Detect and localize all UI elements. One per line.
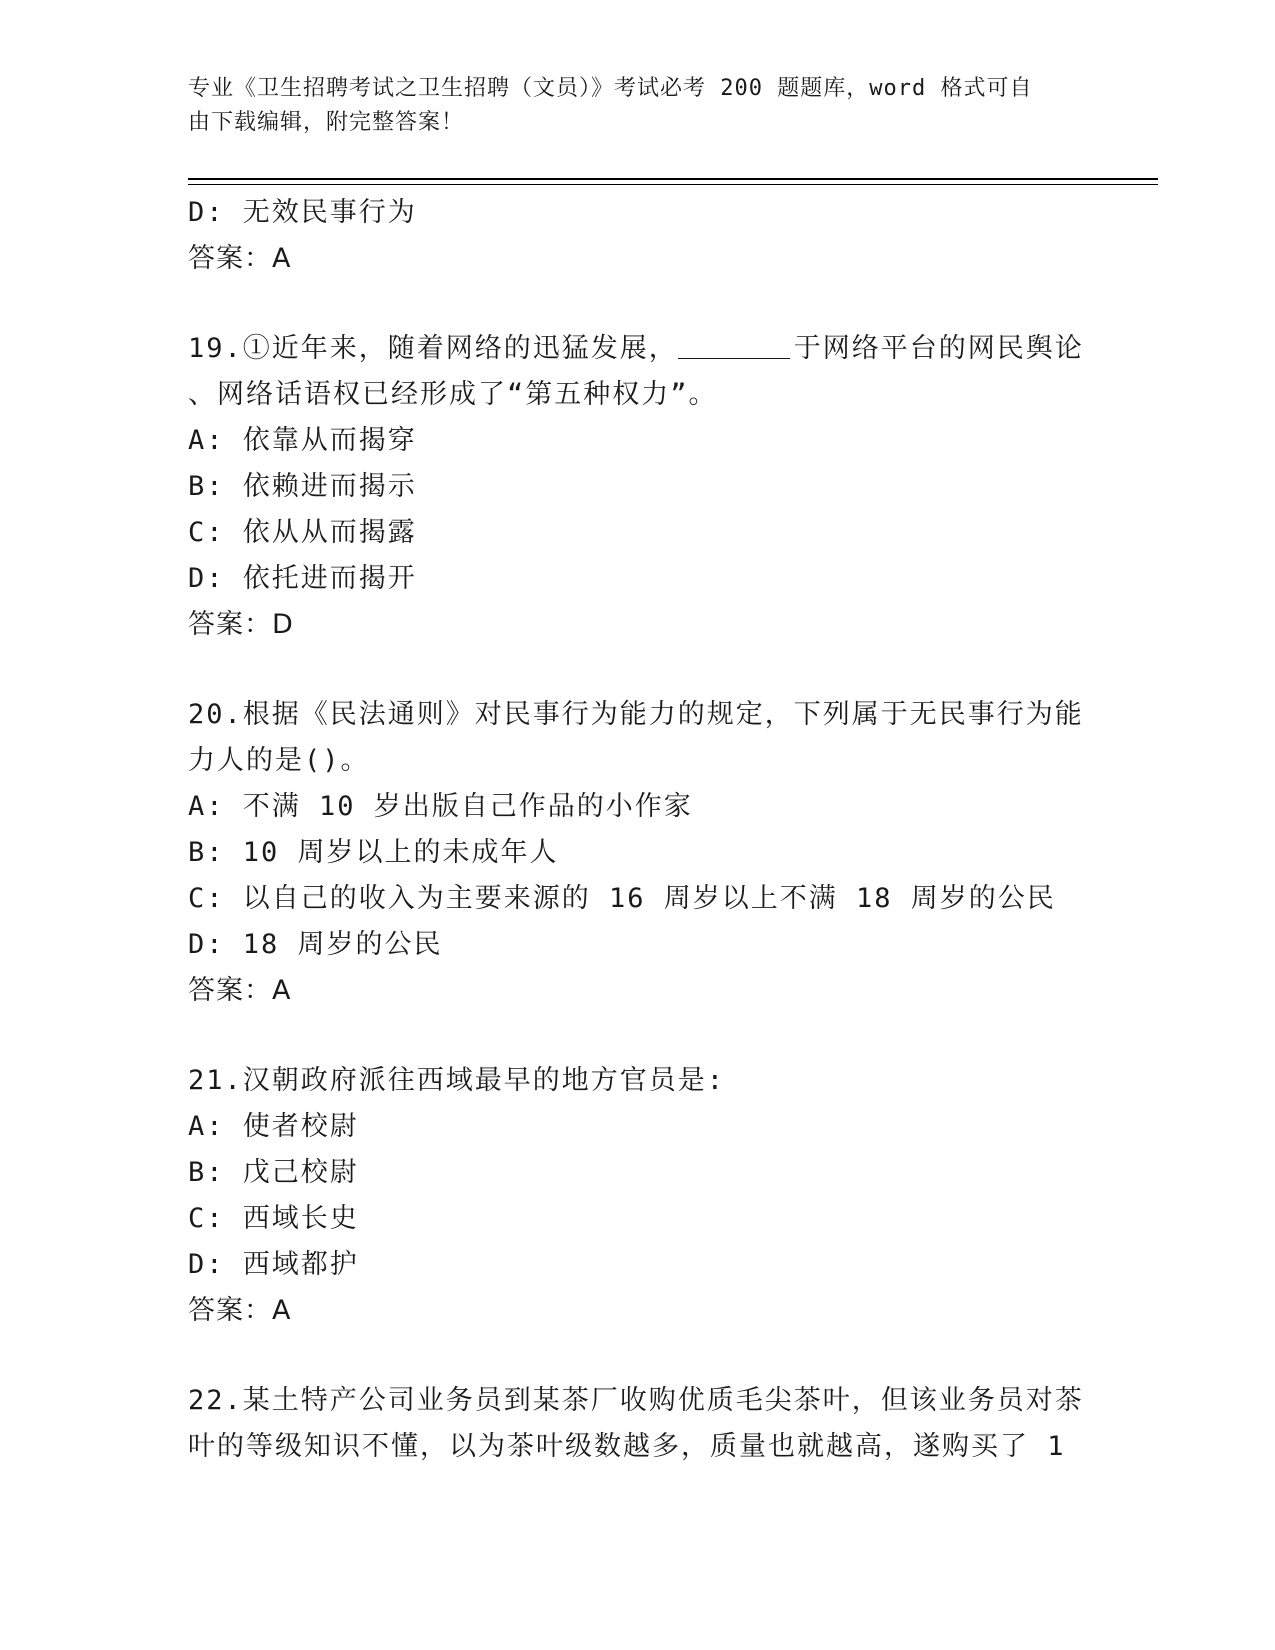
document-header <box>188 72 1068 140</box>
spacer <box>188 1014 1088 1058</box>
q21-option-d: D: 西域都护 <box>188 1249 359 1280</box>
q21-stem-line-1: 21.汉朝政府派往西域最早的地方官员是: <box>188 1065 726 1096</box>
q21-option-b: B: 戊己校尉 <box>188 1157 359 1188</box>
prev-option-d: D: 无效民事行为 <box>188 197 417 228</box>
document-body <box>188 190 1088 1470</box>
q19-stem-part-a: 19.①近年来，随着网络的迅猛发展， <box>188 333 678 364</box>
q19-answer: 答案：D <box>188 609 294 640</box>
header-line-1: 专业《卫生招聘考试之卫生招聘（文员）》考试必考 200 题题库，word 格式可自 <box>188 76 1033 101</box>
spacer <box>188 282 1088 326</box>
q19-option-d: D: 依托进而揭开 <box>188 563 417 594</box>
q20-option-a: A: 不满 10 岁出版自己作品的小作家 <box>188 791 693 822</box>
spacer <box>188 1334 1088 1378</box>
q20-stem-line-1: 20.根据《民法通则》对民事行为能力的规定，下列属于无民事行为能 <box>188 699 1084 730</box>
header-line-2: 由下载编辑，附完整答案！ <box>188 110 465 135</box>
q19-fill-blank <box>678 332 790 359</box>
q20-stem-line-2: 力人的是()。 <box>188 745 370 776</box>
q20-option-d: D: 18 周岁的公民 <box>188 929 443 960</box>
q19-stem-line-1 <box>188 326 1088 372</box>
q20-option-c: C: 以自己的收入为主要来源的 16 周岁以上不满 18 周岁的公民 <box>188 883 1056 914</box>
header-divider-thick <box>188 178 1158 180</box>
q19-option-c: C: 依从从而揭露 <box>188 517 417 548</box>
q21-answer: 答案：A <box>188 1295 292 1326</box>
q19-stem-line-2: 、网络话语权已经形成了“第五种权力”。 <box>188 379 718 410</box>
q22-stem-line-2: 叶的等级知识不懂，以为茶叶级数越多，质量也就越高，遂购买了 1 <box>188 1431 1066 1462</box>
q19-option-b: B: 依赖进而揭示 <box>188 471 417 502</box>
q19-stem-part-b: 于网络平台的网民舆论 <box>793 333 1084 364</box>
q20-answer: 答案：A <box>188 975 292 1006</box>
spacer <box>188 648 1088 692</box>
q20-option-b: B: 10 周岁以上的未成年人 <box>188 837 559 868</box>
q22-stem-line-1: 22.某土特产公司业务员到某茶厂收购优质毛尖茶叶，但该业务员对茶 <box>188 1385 1084 1416</box>
q19-option-a: A: 依靠从而揭穿 <box>188 425 417 456</box>
header-divider-thin <box>188 184 1158 185</box>
q21-option-c: C: 西域长史 <box>188 1203 359 1234</box>
q21-option-a: A: 使者校尉 <box>188 1111 359 1142</box>
prev-answer: 答案：A <box>188 243 292 274</box>
